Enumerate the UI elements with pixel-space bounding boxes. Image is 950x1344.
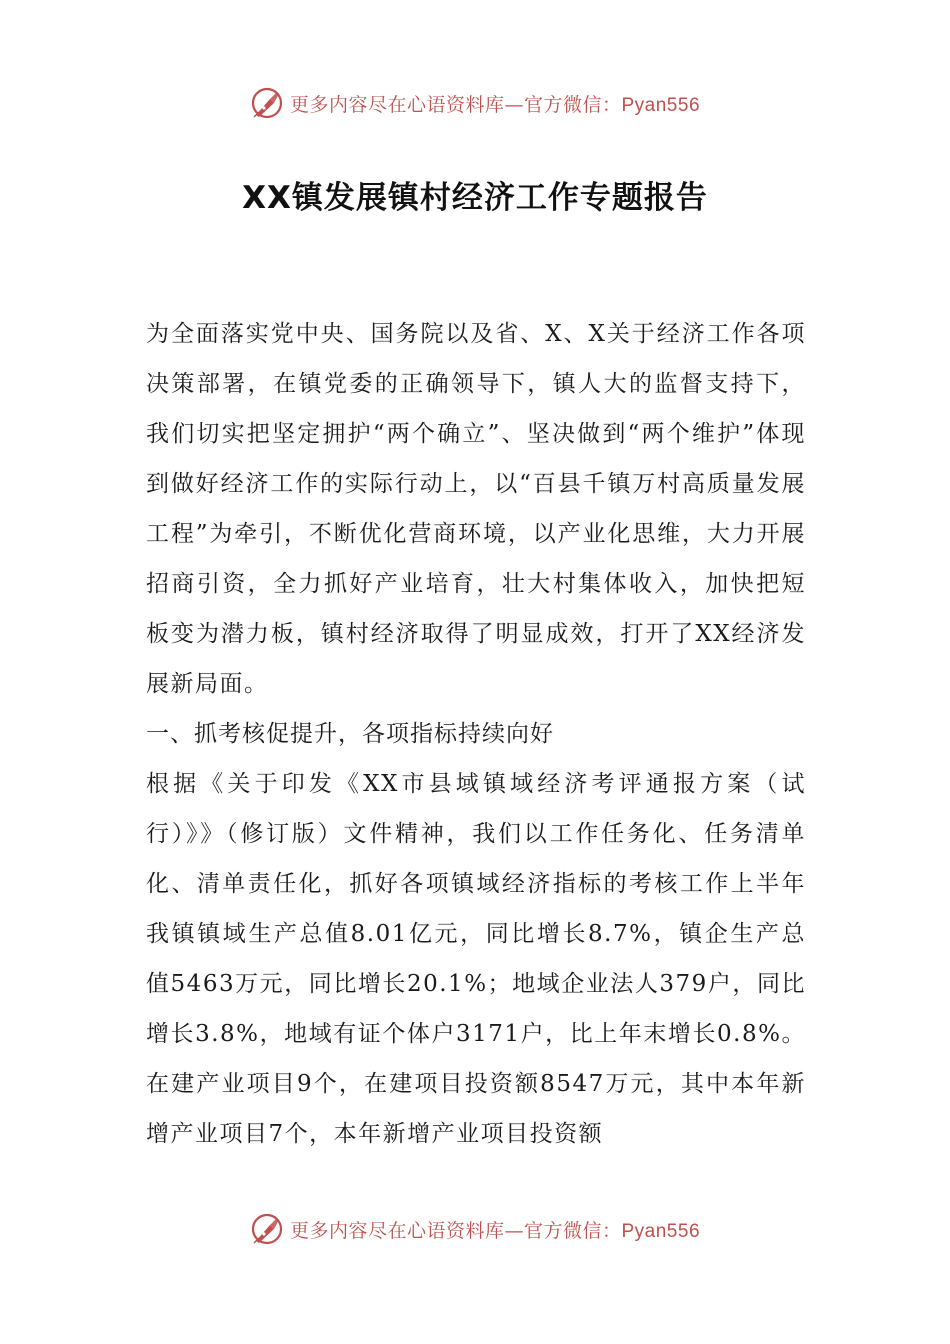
watermark-label (290, 90, 700, 117)
document-body (146, 309, 806, 1159)
watermark-wechat-id: Pyan556 (621, 1220, 701, 1242)
watermark-label (290, 1216, 700, 1243)
watermark-text: 更多内容尽在心语资料库—官方微信： (289, 1219, 622, 1242)
page-title: XX镇发展镇村经济工作专题报告 (242, 180, 708, 216)
paragraph-intro: 为全面落实党中央、国务院以及省、X、X关于经济工作各项决策部署，在镇党委的正确领导下，镇人大的监督支持下，我们切实把坚定拥护“两个确立”、坚决做到“两个维护”体现到做好经济工作的实际行动上，以“百县千镇万村高质量发展工程”为牵引，不断优化营商环境，以产业化思维，大力开展招商引资，全力抓好产业培育，壮大村集体收入，加快把短板变为潜力板，镇村经济取得了明显成效，打开了XX经济发展新局面。 (146, 321, 806, 697)
pen-nib-circle-icon (250, 86, 284, 120)
watermark-banner-top (0, 83, 950, 123)
section-heading-1: 一、抓考核促提升，各项指标持续向好 (146, 721, 554, 747)
pen-nib-circle-icon (250, 1212, 284, 1246)
watermark-wechat-id: Pyan556 (621, 94, 701, 116)
paragraph-section-1: 根据《关于印发《XX市县域镇域经济考评通报方案（试行）》》（修订版）文件精神，我们以工作任务化、任务清单化、清单责任化，抓好各项镇域经济指标的考核工作上半年我镇镇域生产总值8.01亿元，同比增长8.7%，镇企生产总值5463万元，同比增长20.1%；地域企业法人379户，同比增长3.8%，地域有证个体户3171户，比上年末增长0.8%。在建产业项目9个，在建项目投资额8547万元，其中本年新增产业项目7个，本年新增产业项目投资额 (146, 771, 806, 1147)
watermark-text: 更多内容尽在心语资料库—官方微信： (289, 93, 622, 116)
watermark-banner-bottom (0, 1209, 950, 1249)
